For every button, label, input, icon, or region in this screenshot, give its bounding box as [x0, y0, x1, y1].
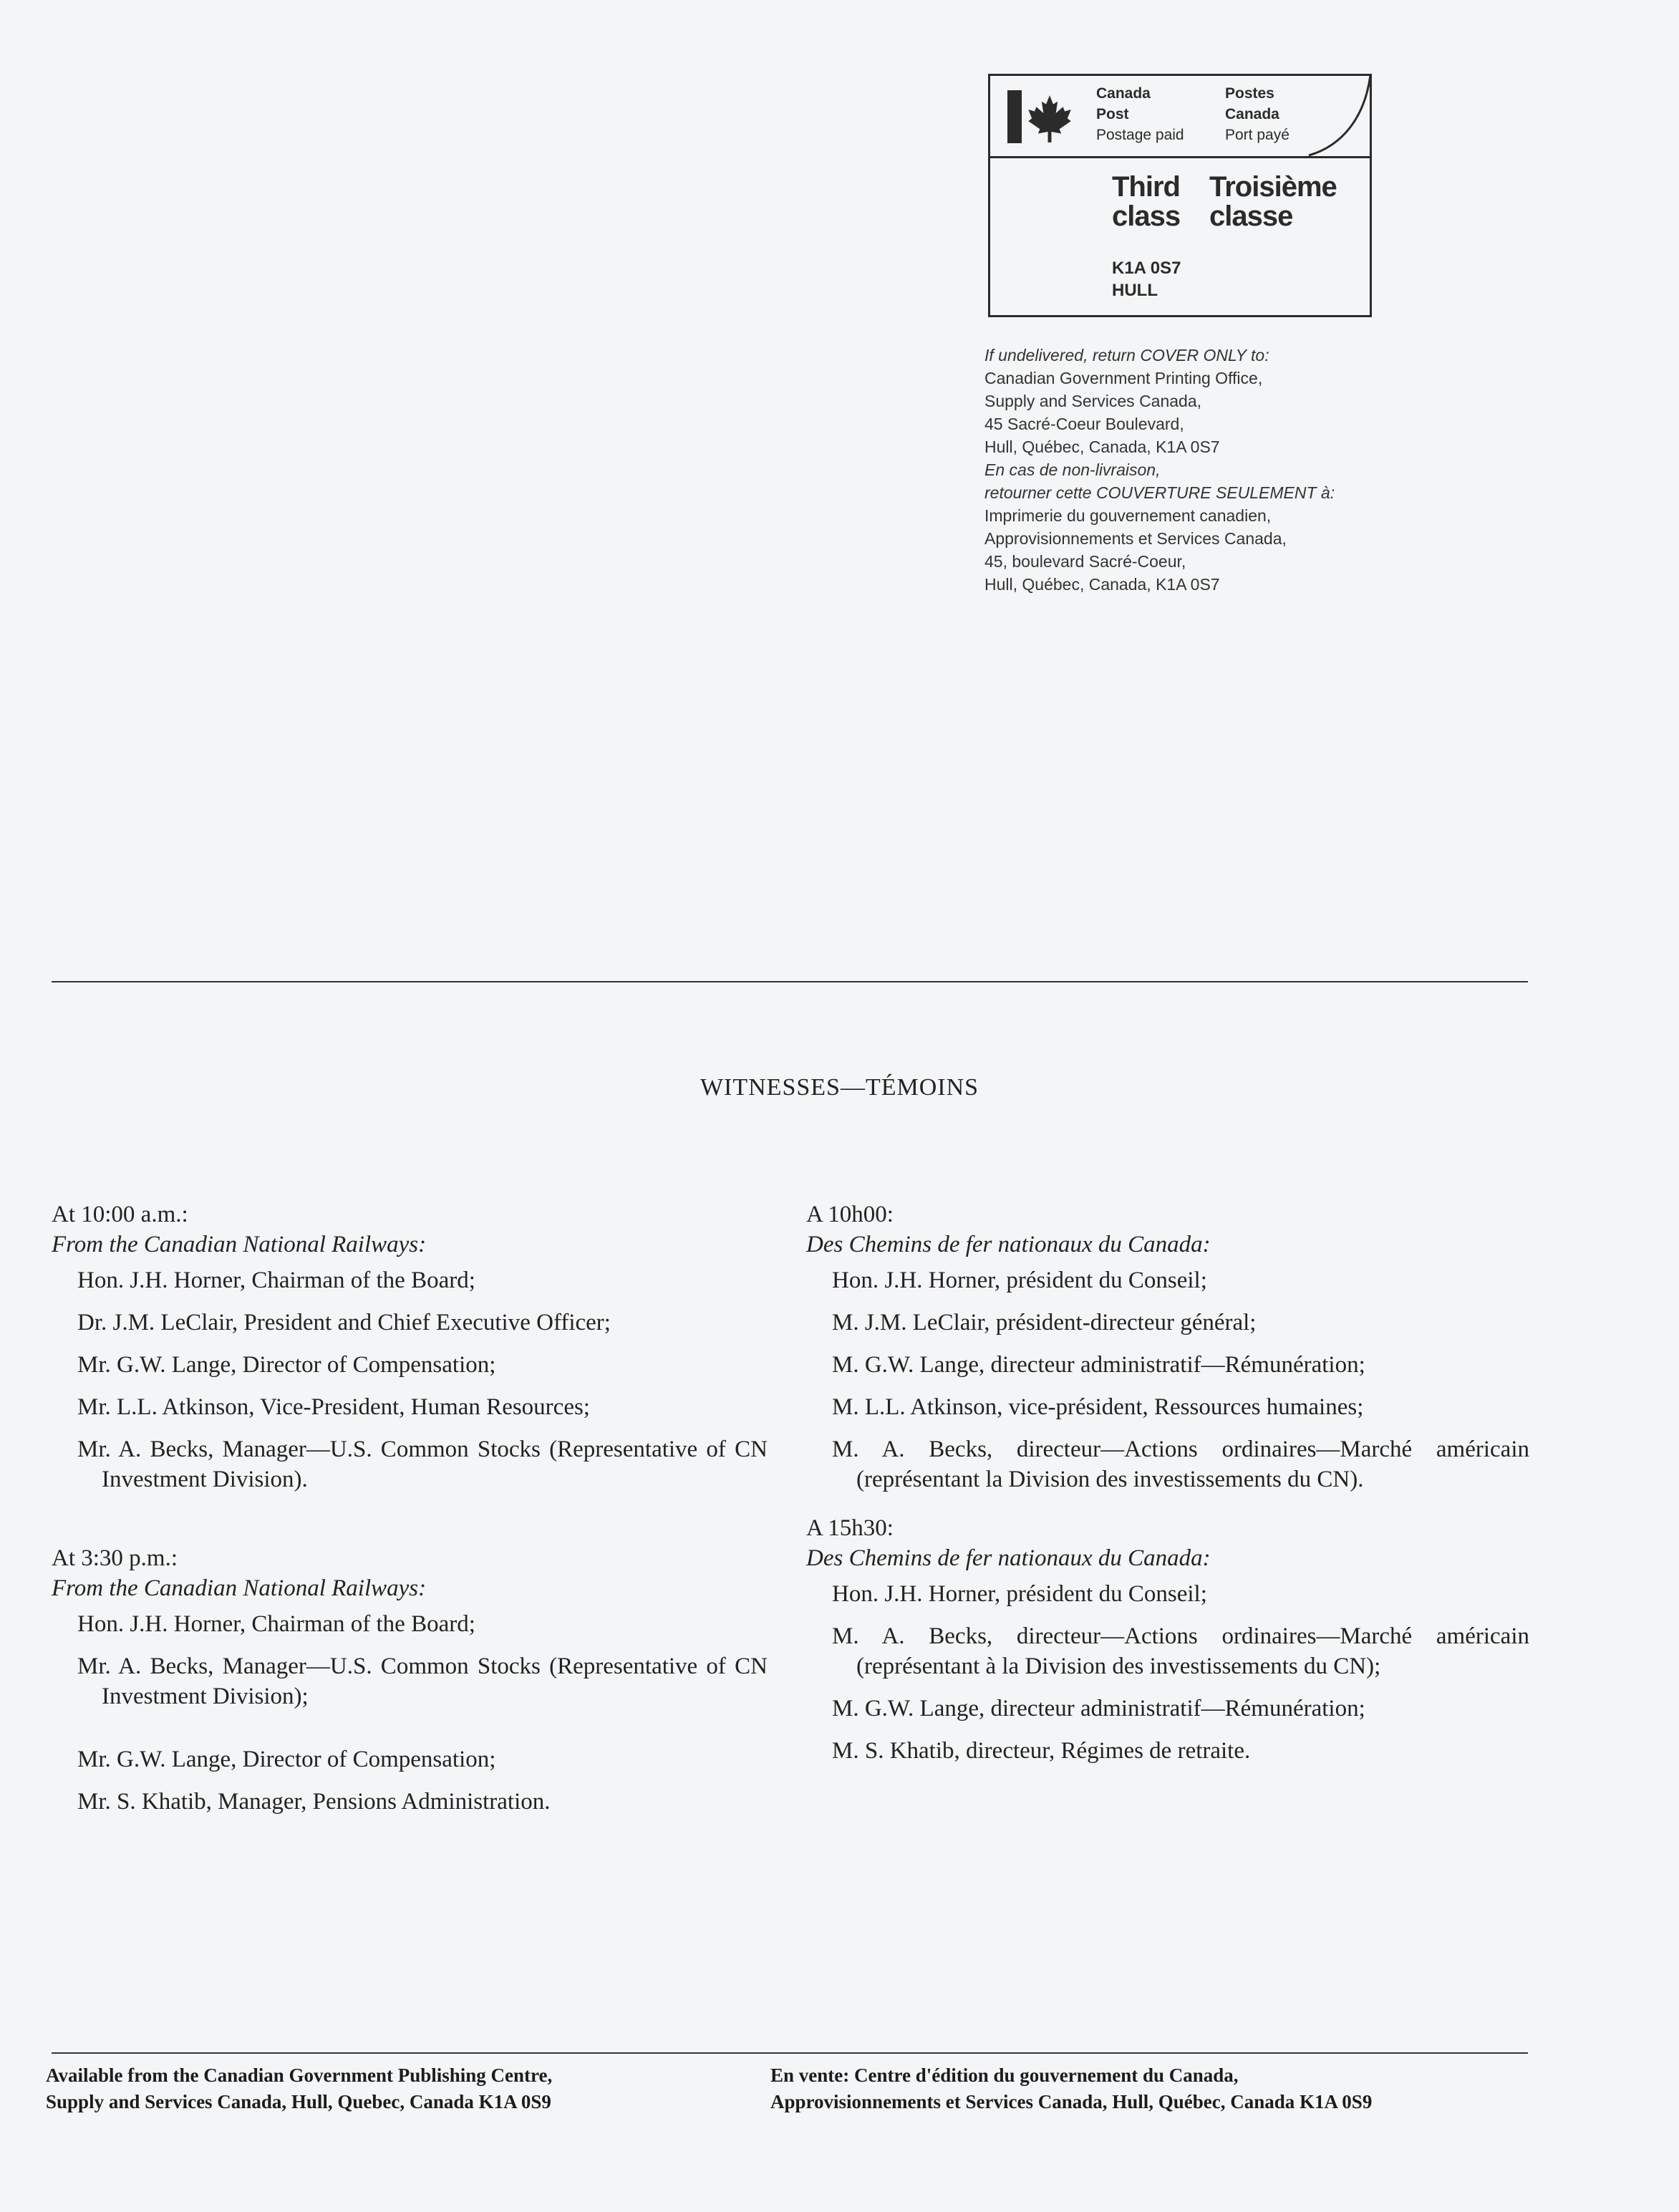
return-line-fr: Hull, Québec, Canada, K1A 0S7 [984, 575, 1220, 594]
witness-item: Hon. J.H. Horner, président du Conseil; [832, 1267, 1207, 1293]
return-line-fr: Approvisionnements et Services Canada, [984, 529, 1287, 548]
indicia-corner-curve [1307, 74, 1372, 158]
class-en-line2: class [1112, 201, 1181, 232]
indicia-post: Post [1096, 106, 1129, 122]
indicia-city: HULL [1112, 281, 1158, 300]
witness-item: M. A. Becks, directeur—Actions ordinaires—Marché américain (représentant la Division des investissements du CN). [832, 1436, 1529, 1492]
session-organization: From the Canadian National Railways: [52, 1575, 427, 1601]
witness-item: M. G.W. Lange, directeur administratif—Rémunération; [832, 1696, 1365, 1721]
spacer [52, 1510, 768, 1543]
indicia-postal [1112, 257, 1181, 301]
canada-post-bar [1007, 90, 1022, 143]
witness-item: Mr. G.W. Lange, Director of Compensation; [77, 1747, 496, 1772]
class-en-line1: Third [1112, 171, 1180, 203]
witness-item: Hon. J.H. Horner, Chairman of the Board; [77, 1267, 475, 1293]
postage-indicia [988, 74, 1372, 317]
indicia-canada: Canada [1096, 85, 1151, 102]
witness-item: Mr. L.L. Atkinson, Vice-President, Human Resources; [77, 1394, 590, 1420]
session-time: A 10h00: [806, 1202, 894, 1227]
witness-item: M. G.W. Lange, directeur administratif—Rémunération; [832, 1352, 1365, 1378]
return-address [984, 344, 1486, 596]
class-fr-line1: Troisième [1209, 171, 1337, 203]
page-heading: WITNESSES—TÉMOINS [700, 1074, 979, 1101]
witnesses-english [52, 1199, 768, 1832]
return-line-en: 45 Sacré-Coeur Boulevard, [984, 415, 1184, 433]
footer-en-line1: Available from the Canadian Government Publishing Centre, [46, 2064, 553, 2086]
return-line-fr: 45, boulevard Sacré-Coeur, [984, 552, 1186, 571]
witness-item: Mr. A. Becks, Manager—U.S. Common Stocks (Representative of CN Investment Division); [77, 1653, 768, 1709]
session-time: A 15h30: [806, 1515, 894, 1541]
indicia-port-paye: Port payé [1225, 127, 1290, 143]
class-french [1209, 173, 1337, 231]
top-divider [52, 981, 1528, 982]
class-fr-line2: classe [1209, 201, 1293, 232]
return-intro-fr-1: En cas de non-livraison, [984, 460, 1161, 479]
return-line-en: Hull, Québec, Canada, K1A 0S7 [984, 438, 1220, 456]
indicia-postage-paid: Postage paid [1096, 127, 1184, 143]
return-line-fr: Imprimerie du gouvernement canadien, [984, 506, 1272, 525]
witnesses-french [806, 1199, 1529, 1782]
witness-item: M. J.M. LeClair, président-directeur général; [832, 1310, 1257, 1336]
indicia-postal-code: K1A 0S7 [1112, 259, 1181, 278]
witness-item: Mr. G.W. Lange, Director of Compensation; [77, 1352, 496, 1378]
return-intro-fr-2: retourner cette COUVERTURE SEULEMENT à: [984, 483, 1335, 502]
footer-fr-line1: En vente: Centre d'édition du gouvernement du Canada, [770, 2064, 1239, 2086]
witness-item: Mr. S. Khatib, Manager, Pensions Administration. [77, 1789, 551, 1815]
session-morning-fr [806, 1199, 1529, 1494]
witness-item: Dr. J.M. LeClair, President and Chief Executive Officer; [77, 1310, 611, 1336]
indicia-canada-fr: Canada [1225, 106, 1279, 122]
footer-french [770, 2062, 1558, 2115]
session-organization: Des Chemins de fer nationaux du Canada: [806, 1232, 1211, 1257]
indicia-postes: Postes [1225, 85, 1274, 102]
footer-en-line2: Supply and Services Canada, Hull, Quebec, Canada K1A 0S9 [46, 2091, 551, 2112]
return-intro-en: If undelivered, return COVER ONLY to: [984, 346, 1269, 364]
session-morning-en [52, 1199, 768, 1494]
witness-item: Hon. J.H. Horner, Chairman of the Board; [77, 1611, 475, 1637]
witness-item: M. A. Becks, directeur—Actions ordinaires—Marché américain (représentant à la Division des investissements du CN); [832, 1623, 1529, 1679]
return-line-en: Canadian Government Printing Office, [984, 369, 1263, 387]
session-organization: Des Chemins de fer nationaux du Canada: [806, 1545, 1211, 1571]
indicia-english [1096, 83, 1184, 145]
return-line-en: Supply and Services Canada, [984, 392, 1202, 410]
witness-item: Hon. J.H. Horner, président du Conseil; [832, 1581, 1207, 1607]
session-time: At 3:30 p.m.: [52, 1545, 178, 1571]
session-time: At 10:00 a.m.: [52, 1202, 188, 1227]
witness-item: M. L.L. Atkinson, vice-président, Ressources humaines; [832, 1394, 1364, 1420]
footer-fr-line2: Approvisionnements et Services Canada, Hull, Québec, Canada K1A 0S9 [770, 2091, 1373, 2112]
witness-item: Mr. A. Becks, Manager—U.S. Common Stocks (Representative of CN Investment Division). [77, 1436, 768, 1492]
session-afternoon-fr [806, 1513, 1529, 1766]
class-english [1112, 173, 1180, 231]
indicia-french [1225, 83, 1290, 145]
session-organization: From the Canadian National Railways: [52, 1232, 427, 1257]
indicia-header [990, 76, 1370, 158]
maple-leaf-icon [1027, 93, 1072, 145]
bottom-divider [52, 2052, 1528, 2054]
session-afternoon-en [52, 1543, 768, 1817]
witness-item: M. S. Khatib, directeur, Régimes de retraite. [832, 1738, 1251, 1764]
footer-english [46, 2062, 762, 2115]
